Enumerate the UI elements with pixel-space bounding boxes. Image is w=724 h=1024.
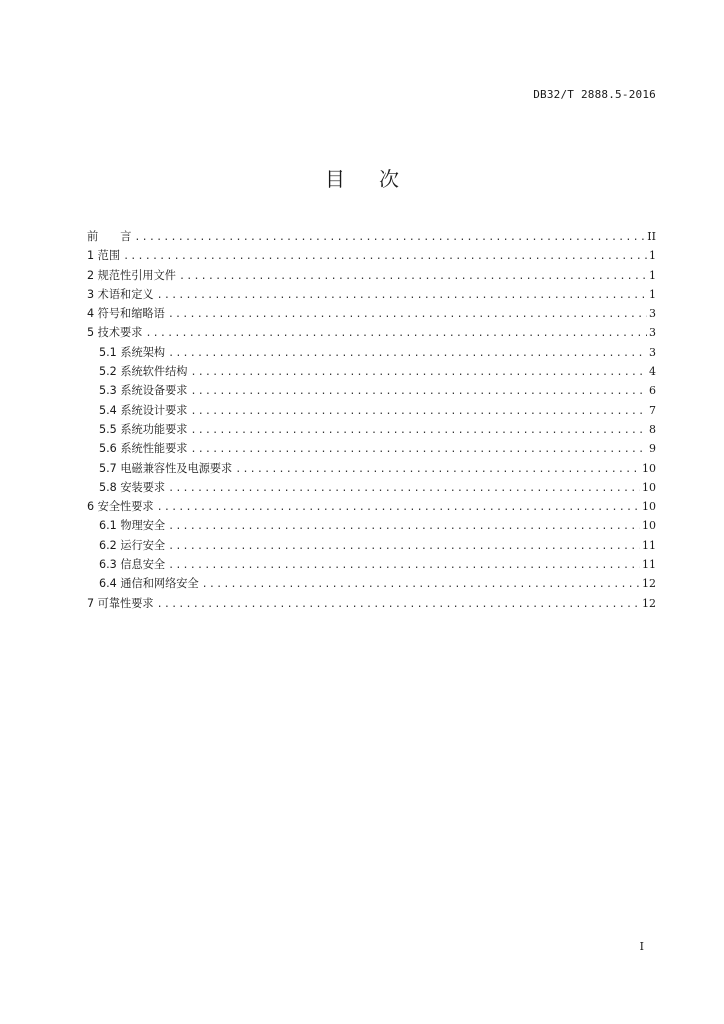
toc-page-number: 10 <box>642 461 656 475</box>
toc-subrow[interactable] <box>87 381 656 400</box>
toc-row[interactable] <box>87 266 656 285</box>
toc-row[interactable] <box>87 594 656 613</box>
table-of-contents <box>87 227 656 613</box>
toc-label: 4 符号和缩略语 <box>87 307 165 321</box>
toc-subrow[interactable] <box>87 439 656 458</box>
toc-row[interactable] <box>87 285 656 304</box>
toc-leader-dots <box>134 228 645 247</box>
toc-label: 6 安全性要求 <box>87 500 154 514</box>
toc-page-number: II <box>647 230 656 243</box>
toc-subrow[interactable] <box>87 420 656 439</box>
toc-page-number: 10 <box>642 519 656 533</box>
toc-label: 5.1 系统架构 <box>99 345 166 359</box>
toc-label: 5.5 系统功能要求 <box>99 422 188 436</box>
toc-label: 5 技术要求 <box>87 326 143 340</box>
toc-label: 6.3 信息安全 <box>99 558 166 572</box>
toc-page-number: 9 <box>649 442 656 456</box>
toc-subrow[interactable] <box>87 555 656 574</box>
toc-row[interactable] <box>87 304 656 323</box>
toc-page-number: 8 <box>649 422 656 436</box>
toc-label: 前 言 <box>87 230 132 243</box>
toc-label: 6.2 运行安全 <box>99 538 166 552</box>
toc-subrow[interactable] <box>87 516 656 535</box>
toc-subrow[interactable] <box>87 478 656 497</box>
toc-page-number: 10 <box>642 480 656 494</box>
toc-page-number: 7 <box>649 403 656 417</box>
toc-leader-dots <box>168 537 640 556</box>
toc-leader-dots <box>190 421 647 440</box>
toc-leader-dots <box>179 267 647 286</box>
toc-subrow[interactable] <box>87 574 656 593</box>
toc-page-number: 1 <box>649 268 656 282</box>
toc-subrow[interactable] <box>87 343 656 362</box>
toc-leader-dots <box>190 363 647 382</box>
toc-page-number: 12 <box>642 596 656 610</box>
toc-subrow[interactable] <box>87 536 656 555</box>
title-char-1: 目 <box>325 167 345 191</box>
toc-leader-dots <box>190 402 647 421</box>
page-title <box>0 163 724 192</box>
toc-label: 5.2 系统软件结构 <box>99 365 188 379</box>
toc-label: 2 规范性引用文件 <box>87 268 176 282</box>
toc-label: 7 可靠性要求 <box>87 596 154 610</box>
toc-row[interactable] <box>87 323 656 342</box>
toc-page-number: 4 <box>649 365 656 379</box>
toc-leader-dots <box>168 344 647 363</box>
toc-page-number: 12 <box>642 577 656 591</box>
toc-leader-dots <box>235 460 640 479</box>
toc-page-number: 3 <box>649 307 656 321</box>
toc-label: 1 范围 <box>87 249 121 263</box>
toc-leader-dots <box>157 286 647 305</box>
title-char-2: 次 <box>379 167 399 191</box>
toc-leader-dots <box>123 247 647 266</box>
toc-page-number: 1 <box>649 249 656 263</box>
toc-leader-dots <box>157 498 640 517</box>
page-number: I <box>639 940 644 953</box>
toc-leader-dots <box>168 556 640 575</box>
toc-leader-dots <box>190 440 647 459</box>
toc-row[interactable] <box>87 246 656 265</box>
toc-row[interactable] <box>87 497 656 516</box>
toc-page-number: 10 <box>642 500 656 514</box>
toc-label: 5.6 系统性能要求 <box>99 442 188 456</box>
toc-subrow[interactable] <box>87 459 656 478</box>
toc-leader-dots <box>157 595 640 614</box>
toc-page-number: 3 <box>649 345 656 359</box>
toc-leader-dots <box>168 305 647 324</box>
toc-label: 5.7 电磁兼容性及电源要求 <box>99 461 233 475</box>
toc-label: 6.1 物理安全 <box>99 519 166 533</box>
toc-row-foreword[interactable] <box>87 227 656 246</box>
toc-label: 3 术语和定义 <box>87 287 154 301</box>
toc-page-number: 3 <box>649 326 656 340</box>
toc-page-number: 1 <box>649 287 656 301</box>
toc-label: 6.4 通信和网络安全 <box>99 577 199 591</box>
toc-subrow[interactable] <box>87 362 656 381</box>
toc-leader-dots <box>168 517 640 536</box>
toc-page-number: 6 <box>649 384 656 398</box>
toc-page-number: 11 <box>642 538 656 552</box>
toc-label: 5.4 系统设计要求 <box>99 403 188 417</box>
document-code: DB32/T 2888.5-2016 <box>533 88 656 101</box>
toc-leader-dots <box>168 479 640 498</box>
toc-leader-dots <box>145 324 647 343</box>
toc-label: 5.8 安装要求 <box>99 480 166 494</box>
toc-leader-dots <box>202 575 640 594</box>
toc-page-number: 11 <box>642 558 656 572</box>
toc-subrow[interactable] <box>87 401 656 420</box>
toc-label: 5.3 系统设备要求 <box>99 384 188 398</box>
toc-leader-dots <box>190 382 647 401</box>
